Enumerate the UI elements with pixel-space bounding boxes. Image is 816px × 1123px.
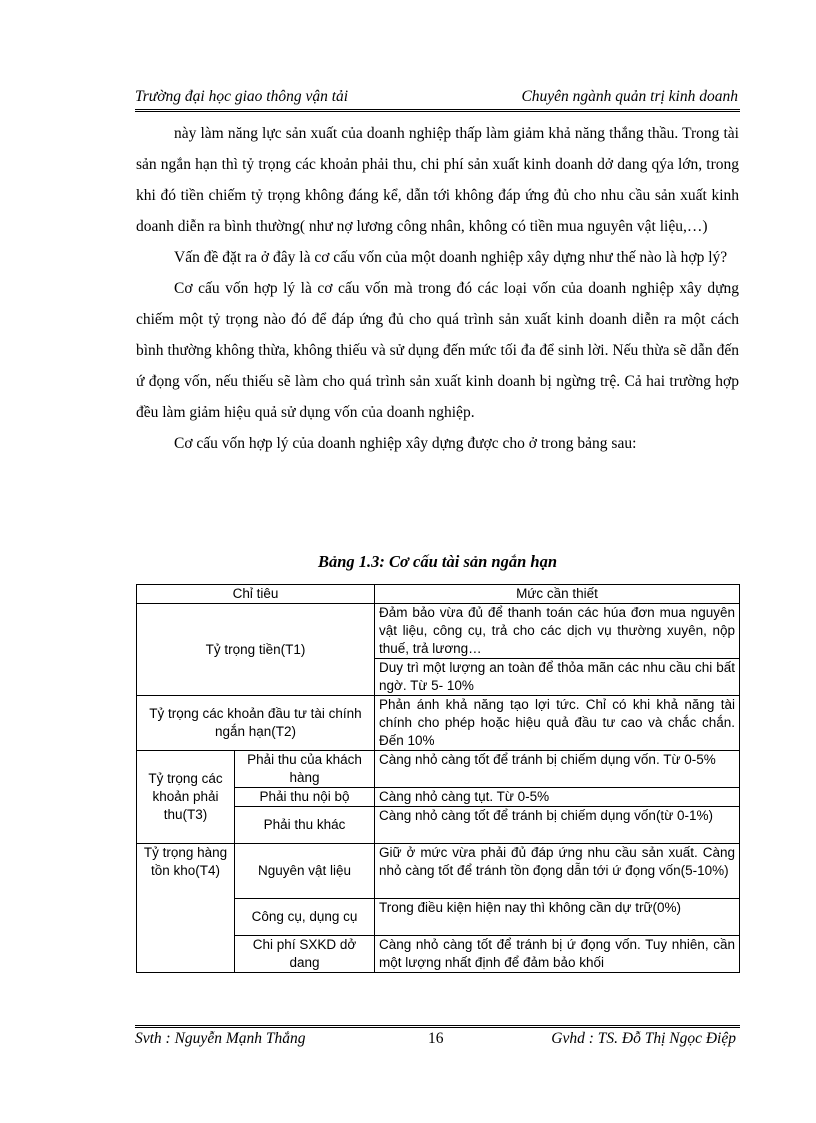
paragraph-1: này làm năng lực sản xuất của doanh nghiệp thấp làm giảm khả năng thắng thầu. Trong tài sản ngắn hạn thì tỷ trọng các khoản phải thu, chi phí sản xuất kinh doanh dở dang qýa lớn, trong khi đó tiền chiếm tỷ trọng không đáng kể, dẫn tới không đáp ứng đủ cho nhu cầu sản xuất kinh doanh diễn ra bình thường( như nợ lương công nhân, không có tiền mua nguyên vật liệu,…) (136, 125, 739, 235)
sub-label: Công cụ, dụng cụ (235, 899, 375, 936)
page-number: 16 (428, 1030, 444, 1047)
sub-label: Phải thu nội bộ (235, 788, 375, 807)
cell-text: Giữ ở mức vừa phải đủ đáp ứng nhu cầu sản xuất. Càng nhỏ càng tốt để tránh tồn đọng dẫn tới ứ đọng vốn(5-10%) (375, 844, 740, 899)
footer-divider (135, 1025, 740, 1028)
table-header-row (137, 585, 740, 604)
row-label-t1: Tỷ trọng tiền(T1) (137, 604, 375, 696)
row-label-t3: Tỷ trọng các khoản phải thu(T3) (137, 751, 235, 844)
table-row (137, 844, 740, 899)
table-row (137, 604, 740, 659)
asset-structure-table (136, 584, 740, 973)
paragraph-4: Cơ cấu vốn hợp lý của doanh nghiệp xây dựng được cho ở trong bảng sau: (174, 435, 637, 452)
header-criteria: Chỉ tiêu (137, 585, 375, 604)
cell-t2-text: Phản ánh khả năng tạo lợi tức. Chỉ có khi khả năng tài chính cho phép hoặc hiệu quả đầu tư cao và chắc chắn. Đến 10% (375, 696, 740, 751)
page-header (135, 84, 740, 112)
body-text (136, 118, 739, 459)
table-caption: Bảng 1.3: Cơ cấu tài sản ngắn hạn (317, 552, 557, 571)
sub-label: Phải thu khác (235, 807, 375, 844)
table-row (137, 696, 740, 751)
header-major: Chuyên ngành quản trị kinh doanh (521, 88, 738, 105)
table-row (137, 751, 740, 788)
cell-text: Trong điều kiện hiện nay thì không cần dự trữ(0%) (375, 899, 740, 936)
sub-label: Nguyên vật liệu (235, 844, 375, 899)
footer-student: Svth : Nguyễn Mạnh Thắng (135, 1030, 306, 1047)
sub-label: Phải thu của khách hàng (235, 751, 375, 788)
cell-t1-text2: Duy trì một lượng an toàn để thỏa mãn các nhu cầu chi bất ngờ. Từ 5- 10% (375, 659, 740, 696)
cell-text: Càng nhỏ càng tốt để tránh bị chiếm dụng vốn. Từ 0-5% (375, 751, 740, 788)
footer-supervisor: Gvhd : TS. Đỗ Thị Ngọc Điệp (551, 1030, 736, 1047)
cell-t1-text1: Đảm bảo vừa đủ để thanh toán các húa đơn mua nguyên vật liệu, công cụ, trả cho các dịch vụ thường xuyên, nộp thuế, trả lương… (375, 604, 740, 659)
cell-text: Càng nhỏ càng tốt để tránh bị ứ đọng vốn. Tuy nhiên, cần một lượng nhất định để đảm bảo khối (375, 936, 740, 973)
cell-text: Càng nhỏ càng tốt để tránh bị chiếm dụng vốn(từ 0-1%) (375, 807, 740, 844)
cell-text: Càng nhỏ càng tụt. Từ 0-5% (375, 788, 740, 807)
paragraph-3: Cơ cấu vốn hợp lý là cơ cấu vốn mà trong đó các loại vốn của doanh nghiệp xây dựng chiếm một tỷ trọng nào đó để đáp ứng đủ cho quá trình sản xuất kinh doanh diễn ra một cách bình thường không thừa, không thiếu và sử dụng đến mức tối đa để sinh lời. Nếu thừa sẽ dẫn đến ứ đọng vốn, nếu thiếu sẽ làm cho quá trình sản xuất kinh doanh bị ngừng trệ. Cả hai trường hợp đều làm giảm hiệu quả sử dụng vốn của doanh nghiệp. (136, 280, 739, 421)
header-required-level: Mức cần thiết (375, 585, 740, 604)
paragraph-2: Vấn đề đặt ra ở đây là cơ cấu vốn của một doanh nghiệp xây dựng như thế nào là hợp lý? (174, 249, 728, 266)
header-school: Trường đại học giao thông vận tải (135, 88, 349, 105)
sub-label: Chi phí SXKD dở dang (235, 936, 375, 973)
row-label-t4: Tỷ trọng hàng tồn kho(T4) (137, 844, 235, 973)
row-label-t2: Tỷ trọng các khoản đầu tư tài chính ngắn hạn(T2) (137, 696, 375, 751)
